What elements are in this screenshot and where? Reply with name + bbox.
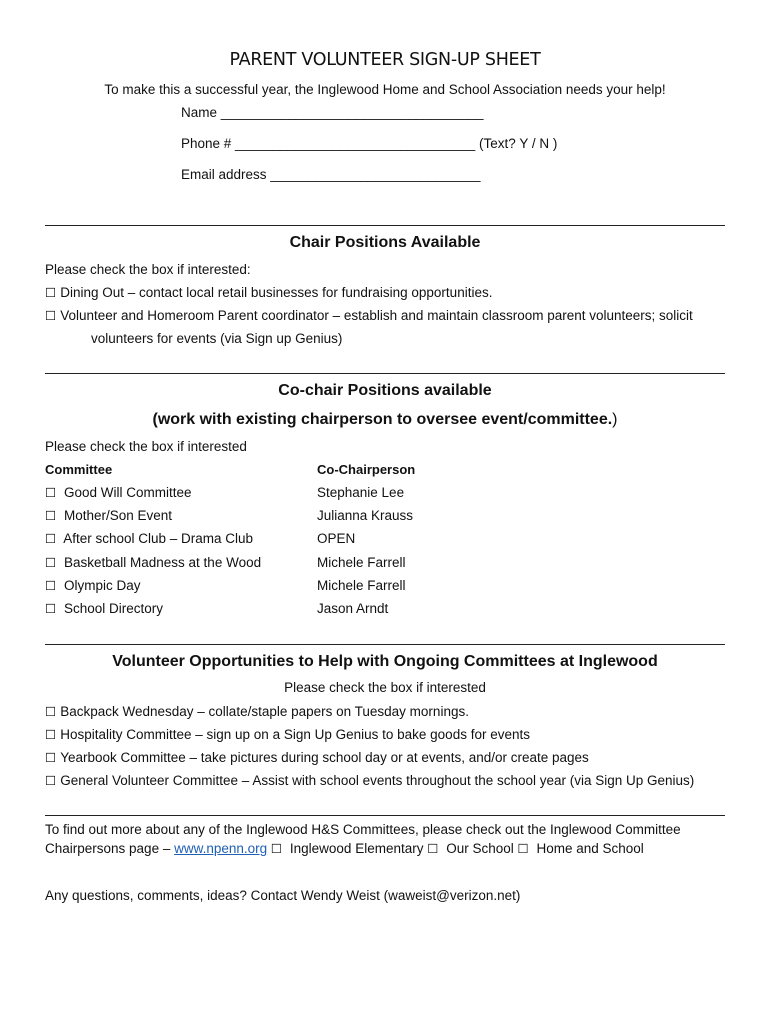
checkbox-icon[interactable]: ☐ <box>45 578 57 593</box>
chair-instruction: Please check the box if interested: <box>45 262 251 277</box>
committee-row[interactable] <box>45 578 141 593</box>
divider <box>45 644 725 645</box>
footer-links-line <box>45 841 644 856</box>
cochairperson-name: Michele Farrell <box>317 555 406 570</box>
cochairperson-name: OPEN <box>317 531 356 546</box>
cochairperson-name: Jason Arndt <box>317 601 389 616</box>
checkbox-icon[interactable]: ☐ <box>45 531 57 546</box>
volunteer-heading: Volunteer Opportunities to Help with Ongoing Committees at Inglewood <box>112 653 658 670</box>
volunteer-item[interactable] <box>45 773 694 788</box>
cochairperson-column-header: Co-Chairperson <box>317 462 416 477</box>
committee-name: After school Club – Drama Club <box>63 531 254 546</box>
chair-item-label: Volunteer and Homeroom Parent coordinator – establish and maintain classroom parent volunteers; solicit <box>60 308 693 323</box>
checkbox-icon[interactable]: ☐ <box>45 727 57 742</box>
checkbox-icon[interactable]: ☐ <box>45 773 57 788</box>
committee-name: Mother/Son Event <box>63 508 173 523</box>
email-field[interactable]: Email address ____________________________ <box>181 167 481 182</box>
footer-info-line: To find out more about any of the Inglewood H&S Committees, please check out the Inglewood Committee <box>45 822 681 837</box>
divider <box>45 815 725 816</box>
checkbox-icon: ☐ <box>427 841 439 856</box>
nav-inglewood-elementary[interactable]: Inglewood Elementary <box>286 841 428 856</box>
checkbox-icon: ☐ <box>517 841 529 856</box>
cochairperson-name: Stephanie Lee <box>317 485 405 500</box>
checkbox-icon[interactable]: ☐ <box>45 555 57 570</box>
committee-name: Basketball Madness at the Wood <box>63 555 262 570</box>
phone-field[interactable]: Phone # ________________________________ (Text? Y / N ) <box>181 136 558 151</box>
chair-heading: Chair Positions Available <box>289 234 481 251</box>
committee-row[interactable] <box>45 555 261 570</box>
volunteer-item-label: General Volunteer Committee – Assist with school events throughout the school year (via Sign Up Genius) <box>60 773 695 788</box>
intro-text: To make this a successful year, the Inglewood Home and School Association needs your help! <box>104 82 666 97</box>
volunteer-item-label: Hospitality Committee – sign up on a Sign Up Genius to bake goods for events <box>60 727 530 742</box>
cochair-instruction: Please check the box if interested <box>45 439 247 454</box>
committee-name: School Directory <box>63 601 164 616</box>
checkbox-icon[interactable]: ☐ <box>45 601 57 616</box>
nav-our-school[interactable]: Our School <box>442 841 518 856</box>
cochair-subheading <box>0 411 770 429</box>
footer-prefix: Chairpersons page – <box>45 841 175 856</box>
cochair-subheading-text: (work with existing chairperson to oversee event/committee. <box>152 411 613 428</box>
volunteer-item-label: Backpack Wednesday – collate/staple papers on Tuesday mornings. <box>60 704 469 719</box>
chair-item-continuation: volunteers for events (via Sign up Genius) <box>91 331 343 346</box>
nav-home-and-school[interactable]: Home and School <box>532 841 644 856</box>
chair-item-label: Dining Out – contact local retail businesses for fundraising opportunities. <box>60 285 493 300</box>
name-field[interactable]: Name ___________________________________ <box>181 105 484 120</box>
divider <box>45 373 725 374</box>
cochair-subheading-paren: ) <box>612 411 618 428</box>
checkbox-icon[interactable]: ☐ <box>45 704 57 719</box>
volunteer-instruction: Please check the box if interested <box>284 680 486 695</box>
contact-line: Any questions, comments, ideas? Contact Wendy Weist (waweist@verizon.net) <box>45 888 521 903</box>
volunteer-item-label: Yearbook Committee – take pictures during school day or at events, and/or create pages <box>60 750 589 765</box>
checkbox-icon[interactable]: ☐ <box>45 750 57 765</box>
page-title: PARENT VOLUNTEER SIGN-UP SHEET <box>229 50 541 70</box>
cochairperson-name: Michele Farrell <box>317 578 406 593</box>
cochair-heading: Co-chair Positions available <box>278 382 492 399</box>
checkbox-icon[interactable]: ☐ <box>45 508 57 523</box>
committee-row[interactable] <box>45 485 192 500</box>
cochairperson-name: Julianna Krauss <box>317 508 414 523</box>
volunteer-item[interactable] <box>45 704 469 719</box>
volunteer-item[interactable] <box>45 750 589 765</box>
committee-row[interactable] <box>45 508 172 523</box>
committee-name: Good Will Committee <box>63 485 192 500</box>
committee-row[interactable] <box>45 531 253 546</box>
committee-column-header: Committee <box>45 462 113 477</box>
chair-item-dining-out[interactable] <box>45 285 492 300</box>
committee-name: Olympic Day <box>63 578 141 593</box>
checkbox-icon[interactable]: ☐ <box>45 308 57 323</box>
volunteer-item[interactable] <box>45 727 530 742</box>
committee-row[interactable] <box>45 601 163 616</box>
npenn-link[interactable]: www.npenn.org <box>174 841 268 856</box>
checkbox-icon[interactable]: ☐ <box>45 285 57 300</box>
divider <box>45 225 725 226</box>
checkbox-icon[interactable]: ☐ <box>45 485 57 500</box>
checkbox-icon: ☐ <box>270 841 283 856</box>
chair-item-volunteer-coordinator[interactable] <box>45 308 693 323</box>
